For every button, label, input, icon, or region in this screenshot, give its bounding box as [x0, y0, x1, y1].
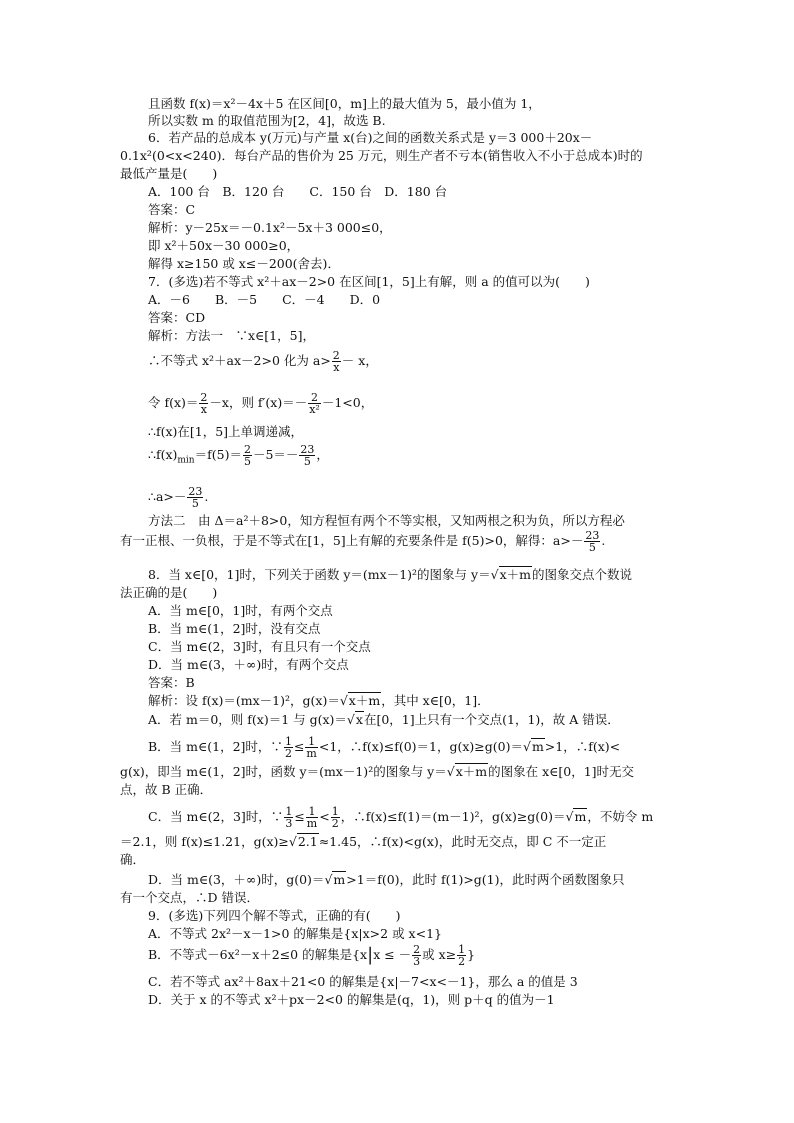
fraction: $\frac{1}{3}$: [285, 805, 293, 830]
sqrt: m: [531, 739, 544, 754]
question-7-stem: 7．(多选)若不等式 x²＋ax－2>0 在区间[1，5]上有解，则 a 的值可以为( ): [148, 274, 590, 289]
fraction: $\frac{1}{2}$: [284, 735, 292, 760]
sqrt: m: [333, 872, 346, 887]
text-line: ∴f(x)在[1，5]上单调递减，: [148, 424, 304, 439]
text-line: ＝2.1，则 f(x)≤1.21，g(x)≥√2.1≈1.45，∴f(x)<g(x)，此时无交点，即 C 不一定正: [120, 834, 607, 849]
text-line: 解析：y－25x＝－0.1x²－5x＋3 000≤0，: [148, 220, 392, 235]
fraction: $\frac{23}{5}$: [300, 443, 315, 468]
question-6-stem: 6．若产品的总成本 y(万元)与产量 x(台)之间的函数关系式是 y＝3 000＋20x－: [148, 130, 593, 145]
sqrt: x＋m: [455, 764, 488, 779]
option-c: C．当 m∈(2，3]时，有且只有一个交点: [148, 639, 371, 654]
text-line: 解得 x≥150 或 x≤－200(舍去)．: [148, 256, 340, 271]
answer-label: 答案：CD: [148, 310, 206, 325]
option-d: D．当 m∈(3，＋∞)时，有两个交点: [148, 657, 349, 672]
text-line: 方法二 由 Δ＝a²＋8>0，知方程恒有两个不等实根，又知两根之积为负，所以方程必: [148, 513, 625, 528]
question-6-options: A．100 台 B．120 台 C．150 台 D．180 台: [148, 184, 448, 199]
option-b: B．当 m∈(1，2]时，没有交点: [148, 621, 321, 636]
question-8-stem: 8．当 x∈[0，1]时，下列关于函数 y＝(mx－1)²的图象与 y＝√x＋m的图象交点个数说: [148, 567, 632, 582]
fraction: $\frac{2}{3}$: [413, 943, 421, 968]
question-7-options: A．－6 B．－5 C．－4 D．0: [148, 292, 381, 307]
text-line: 有一个交点，∴D 错误．: [120, 890, 259, 905]
fraction: $\frac{1}{2}$: [331, 805, 339, 830]
option-a: A．不等式 2x²－x－1>0 的解集是{x|x>2 或 x<1}: [148, 926, 442, 941]
text-line: 有一正根、一负根，于是不等式在[1，5]上有解的充要条件是 f(5)>0，解得：a>－ $\frac{23}{5}$ .: [120, 529, 606, 554]
text-line: 最低产量是( ): [120, 166, 218, 181]
option-b: B．不等式－6x²－x＋2≤0 的解集是{x|x ≤ － $\frac{2}{3}$ 或 x≥ $\frac{1}{2}$ }: [148, 943, 476, 968]
text-line: 即 x²＋50x－30 000≥0，: [148, 238, 300, 253]
text-line: 且函数 f(x)＝x²－4x＋5 在区间[0，m]上的最大值为 5，最小值为 1，: [148, 96, 541, 111]
text-line: ∴a>－ $\frac{23}{5}$ .: [148, 485, 209, 510]
sqrt: x＋m: [499, 567, 531, 582]
text-line: B．当 m∈(1，2]时，∵ $\frac{1}{2}$ ≤ $\frac{1}{m}$ <1，∴f(x)≤f(0)＝1，g(x)≥g(0)＝√m>1，∴f(x)<: [148, 735, 621, 760]
answer-label: 答案：C: [148, 202, 196, 217]
text-line: 确．: [120, 852, 146, 867]
sqrt: x: [355, 712, 363, 727]
question-9-stem: 9．(多选)下列四个解不等式，正确的有( ): [148, 908, 401, 923]
option-a: A．当 m∈[0，1]时，有两个交点: [148, 603, 333, 618]
fraction: $\frac{1}{m}$: [306, 735, 317, 760]
fraction: $\frac{23}{5}$: [585, 529, 600, 554]
text-line: 令 f(x)＝ $\frac{2}{x}$ －x，则 f′(x)＝－ $\frac{2}{\text{x²}}$ －1<0，: [148, 391, 374, 416]
option-d: D．关于 x 的不等式 x²＋px－2<0 的解集是(q，1)，则 p＋q 的值为－1: [148, 992, 555, 1007]
text-line: 0.1x²(0<x<240)．每台产品的售价为 25 万元，则生产者不亏本(销售收入不小于总成本)时的: [120, 148, 643, 163]
text-line: C．当 m∈(2，3]时，∵ $\frac{1}{3}$ ≤ $\frac{1}{m}$ < $\frac{1}{2}$ ，∴f(x)≤f(1)＝(m－1)²，g(x)≥g(0)＝√m，不妨令 m: [148, 805, 654, 830]
text-line: g(x)，即当 m∈(1，2]时，函数 y＝(mx－1)²的图象与 y＝√x＋m的图象在 x∈[0，1]时无交: [120, 764, 635, 779]
text-line: $\therefore f(x)_{min}=f(5)=$ $\frac{2}{5}$ －5＝－ $\frac{23}{5}$ ，: [148, 443, 329, 468]
text-line: 所以实数 m 的取值范围为[2，4]，故选 B.: [148, 113, 386, 128]
fraction: $\frac{2}{x}$: [332, 349, 340, 374]
answer-label: 答案：B: [148, 675, 195, 690]
text-line: 点，故 B 正确．: [120, 782, 213, 797]
fraction: $\frac{2}{x}$: [200, 391, 208, 416]
option-c: C．若不等式 ax²＋8ax＋21<0 的解集是{x|－7<x<－1}，那么 a 的值是 3: [148, 974, 578, 989]
fraction: $\frac{1}{2}$: [458, 943, 466, 968]
fraction: $\frac{23}{5}$: [188, 485, 203, 510]
text-line: 法正确的是( ): [120, 585, 218, 600]
text-line: A．若 m＝0，则 f(x)＝1 与 g(x)＝√x在[0，1]上只有一个交点(1，1)，故 A 错误．: [148, 712, 620, 727]
sqrt: 2.1: [297, 834, 318, 849]
text-line: ∴不等式 x²＋ax－2>0 化为 a> $\frac{2}{x}$ － x，: [148, 349, 378, 374]
fraction: $\frac{1}{m}$: [306, 805, 318, 830]
text-line: 解析：设 f(x)＝(mx－1)²，g(x)＝√x＋m，其中 x∈[0，1]．: [148, 693, 490, 708]
sqrt: x＋m: [348, 693, 381, 708]
sqrt: m: [574, 809, 587, 824]
fraction: $\frac{2}{5}$: [243, 443, 251, 468]
fraction: $\frac{2}{\text{x²}}$: [309, 391, 320, 416]
text-line: D．当 m∈(3，＋∞)时，g(0)＝√m>1＝f(0)，此时 f(1)>g(1)，此时两个函数图象只: [148, 872, 625, 887]
text-line: 解析：方法一 ∵x∈[1，5]，: [148, 328, 315, 343]
